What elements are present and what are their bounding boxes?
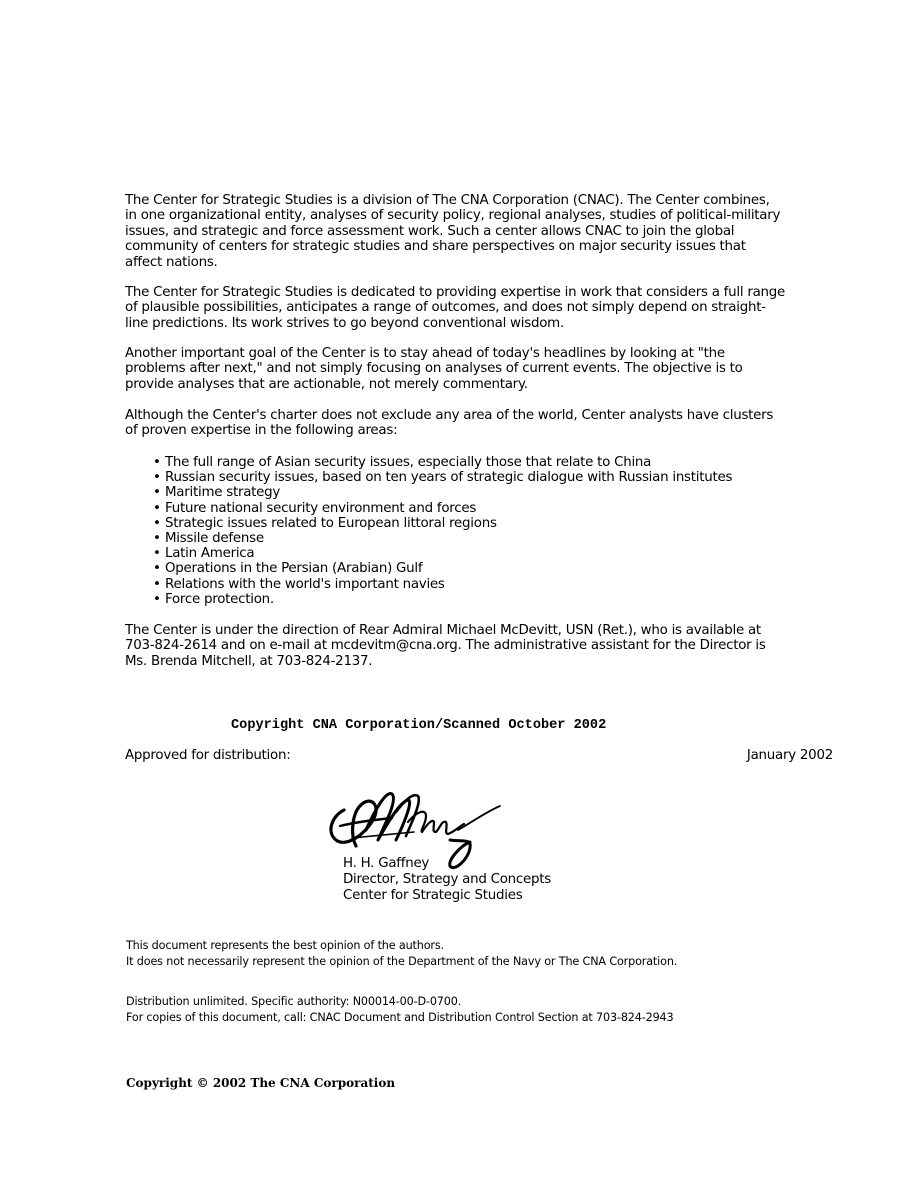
approval-label: Approved for distribution: [125,748,291,763]
disclaimer-line: It does not necessarily represent the opinion of the Department of the Navy or The CNA Corporation. [126,955,678,968]
goal-paragraph: Another important goal of the Center is to stay ahead of today's headlines by looking at "the problems after next," and not simply focusing on analyses of current events. The objective is to provide analyses that are actionable, not merely commentary. [125,346,743,392]
bullet-icon: • [153,561,161,577]
list-item: • Latin America [153,546,255,562]
signer-title: Director, Strategy and Concepts [343,872,551,887]
bullet-icon: • [153,485,161,501]
list-item: • Force protection. [153,591,274,607]
list-item: • Maritime strategy [153,485,281,501]
list-item: • Relations with the world's important navies [153,576,445,592]
distribution-line: For copies of this document, call: CNAC Document and Distribution Control Section at 703-824-2943 [126,1011,674,1024]
signer-block [343,856,551,904]
bullet-icon: • [153,500,161,516]
list-item: • Strategic issues related to European littoral regions [153,515,497,531]
bullet-icon: • [153,515,161,531]
bullet-icon: • [153,576,161,592]
mission-paragraph: The Center for Strategic Studies is dedicated to providing expertise in work that considers a full range of plausible possibilities, anticipates a range of outcomes, and does not simply depend on straight-line predictions. Its work strives to go beyond conventional wisdom. [125,285,786,331]
expertise-list [153,455,732,607]
bullet-icon: • [153,470,161,486]
signer-name: H. H. Gaffney [343,856,430,871]
signer-organization: Center for Strategic Studies [343,888,523,903]
list-item: • Operations in the Persian (Arabian) Gulf [153,561,423,577]
distribution-line: Distribution unlimited. Specific authority: N00014-00-D-0700. [126,995,462,1008]
approval-date: January 2002 [746,748,833,763]
copyright-notice: Copyright © 2002 The CNA Corporation [126,1076,396,1090]
distribution-block [126,994,674,1026]
bullet-icon: • [153,531,161,547]
list-item: • Russian security issues, based on ten years of strategic dialogue with Russian institutes [153,470,733,486]
list-item: • Missile defense [153,531,264,547]
expertise-intro-paragraph: Although the Center's charter does not exclude any area of the world, Center analysts have clusters of proven expertise in the following areas: [125,408,774,439]
bullet-icon: • [153,591,161,607]
bullet-icon: • [153,455,161,470]
director-paragraph: The Center is under the direction of Rear Admiral Michael McDevitt, USN (Ret.), who is available at 703-824-2614 and on e-mail at mcdevitm@cna.org. The administrative assistant for the Director is Ms. Brenda Mitchell, at 703-824-2137. [125,623,766,669]
bullet-icon: • [153,546,161,562]
scan-copyright-notice: Copyright CNA Corporation/Scanned October 2002 [231,718,607,733]
intro-paragraph: The Center for Strategic Studies is a division of The CNA Corporation (CNAC). The Center combines, in one organizational entity, analyses of security policy, regional analyses, studies of political-military issues, and strategic and force assessment work. Such a center allows CNAC to join the global community of centers for strategic studies and share perspectives on major security issues that affect nations. [125,193,781,270]
disclaimer-block [126,938,677,970]
list-item: • Future national security environment and forces [153,500,477,516]
list-item: • The full range of Asian security issues, especially those that relate to China [153,455,652,470]
disclaimer-line: This document represents the best opinion of the authors. [126,939,444,952]
